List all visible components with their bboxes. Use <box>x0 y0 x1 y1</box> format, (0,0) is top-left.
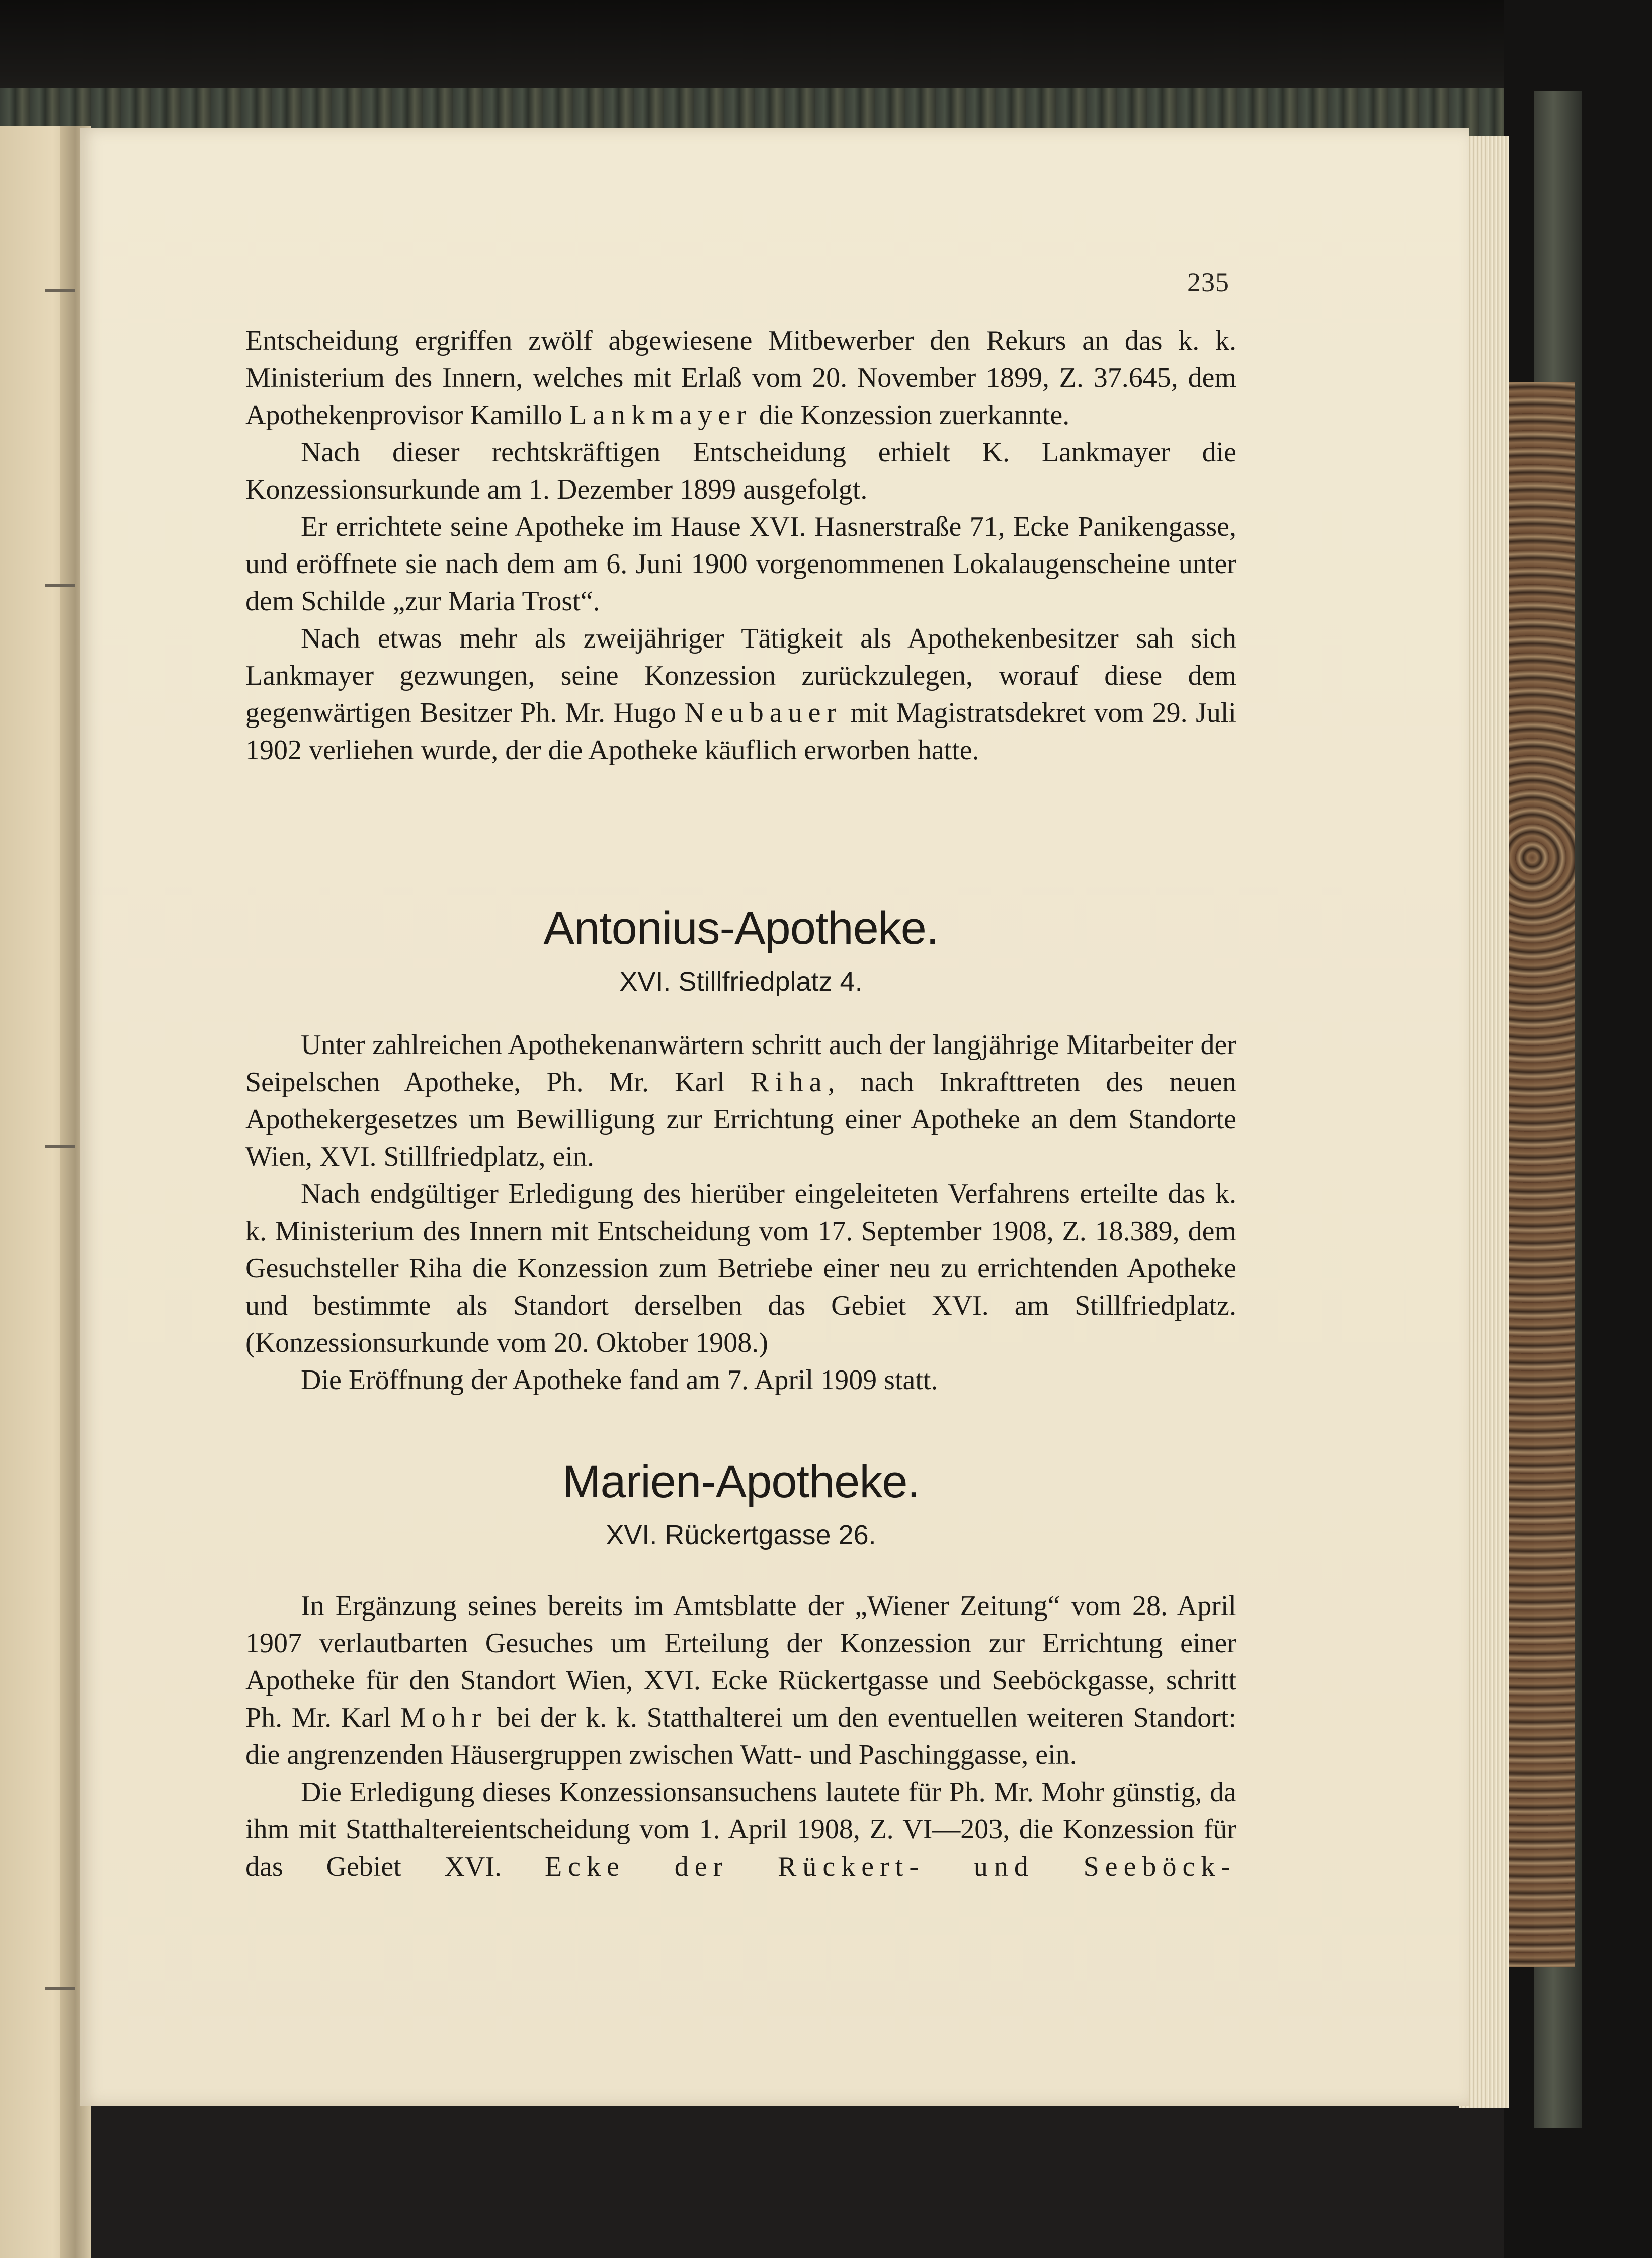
intro-text-block <box>245 322 1236 769</box>
binding-stitch <box>45 1145 75 1148</box>
paragraph: Nach etwas mehr als zweijähriger Tätigkeit als Apothekenbesitzer sah sich Lankmayer gezwungen, seine Konzession zurückzulegen, worauf diese dem gegenwärtigen Besitzer Ph. Mr. Hugo Neubauer mit Magistratsdekret vom 29. Juli 1902 verliehen wurde, der die Apotheke käuflich erworben hatte. <box>245 623 1236 766</box>
paragraph: Nach endgültiger Erledigung des hierüber eingeleiteten Verfahrens erteilte das k. k. Ministerium des Innern mit Entscheidung vom 17. September 1908, Z. 18.389, dem Gesuchsteller Riha die Konzession zum Betriebe einer neu zu errichtenden Apotheke und bestimmte als Standort derselben das Gebiet XVI. am Stillfriedplatz. (Konzessionsurkunde vom 20. Oktober 1908.) <box>245 1178 1236 1358</box>
paragraph: In Ergänzung seines bereits im Amtsblatte der „Wiener Zeitung“ vom 28. April 1907 verlautbarten Gesuches um Erteilung der Konzession zur Errichtung einer Apotheke für den Standort Wien, XVI. Ecke Rückertgasse und Seeböckgasse, schritt Ph. Mr. Karl Mohr bei der k. k. Statthalterei um den eventuellen weiteren Standort: die angrenzenden Häusergruppen zwischen Watt- und Paschinggasse, ein. <box>245 1590 1237 1770</box>
binding-stitch <box>45 584 75 587</box>
paragraph: Entscheidung ergriffen zwölf abgewiesene Mitbewerber den Rekurs an das k. k. Ministerium des Innern, welches mit Erlaß vom 20. November 1899, Z. 37.645, dem Apothekenprovisor Kamillo Lankmayer die Konzession zuerkannte. <box>245 325 1236 431</box>
section-title: Antonius-Apotheke. <box>543 903 939 954</box>
section-address: XVI. Stillfriedplatz 4. <box>619 966 863 997</box>
paragraph: Nach dieser rechtskräftigen Entscheidung erhielt K. Lankmayer die Konzessionsurkunde am 1. Dezember 1899 ausgefolgt. <box>245 437 1236 505</box>
section-heading-marien <box>245 1454 1236 1553</box>
section-address: XVI. Rückertgasse 26. <box>606 1520 876 1550</box>
page-number: 235 <box>1187 267 1229 297</box>
spaced-name: Mohr <box>400 1702 487 1733</box>
paragraph: Die Eröffnung der Apotheke fand am 7. April 1909 statt. <box>301 1364 938 1396</box>
binding-stitch <box>45 1987 75 1990</box>
section-heading-antonius <box>245 901 1236 999</box>
section-title: Marien-Apotheke. <box>562 1456 920 1507</box>
marbled-endpaper <box>1504 382 1575 1967</box>
paragraph: Unter zahlreichen Apothekenanwärtern schritt auch der langjährige Mitarbeiter der Seipelschen Apotheke, Ph. Mr. Karl Riha, nach Inkrafttreten des neuen Apothekergesetzes um Bewilligung zur Errichtung einer Apotheke an dem Standorte Wien, XVI. Stillfriedplatz, ein. <box>245 1029 1236 1172</box>
antonius-text-block <box>245 1026 1236 1399</box>
spaced-name: Lankmayer <box>569 399 752 431</box>
paragraph: Er errichtete seine Apotheke im Hause XVI. Hasnerstraße 71, Ecke Panikengasse, und eröffnete sie nach dem am 6. Juni 1900 vorgenommenen Lokalaugenscheine unter dem Schilde „zur Maria Trost“. <box>245 511 1236 617</box>
paragraph: Die Erledigung dieses Konzessionsansuchens lautete für Ph. Mr. Mohr günstig, da ihm mit Statthaltereientscheidung vom 1. April 1908, Z. VI—203, die Konzession für das Gebiet XVI. Ecke der Rückert- und Seeböck- <box>245 1777 1237 1882</box>
binding-stitch <box>45 289 75 292</box>
spaced-text: Ecke der Rückert- und Seeböck- <box>544 1851 1237 1882</box>
spaced-name: Neubauer <box>684 697 843 729</box>
marien-text-block <box>245 1587 1236 1885</box>
spaced-name: Riha <box>750 1067 828 1098</box>
